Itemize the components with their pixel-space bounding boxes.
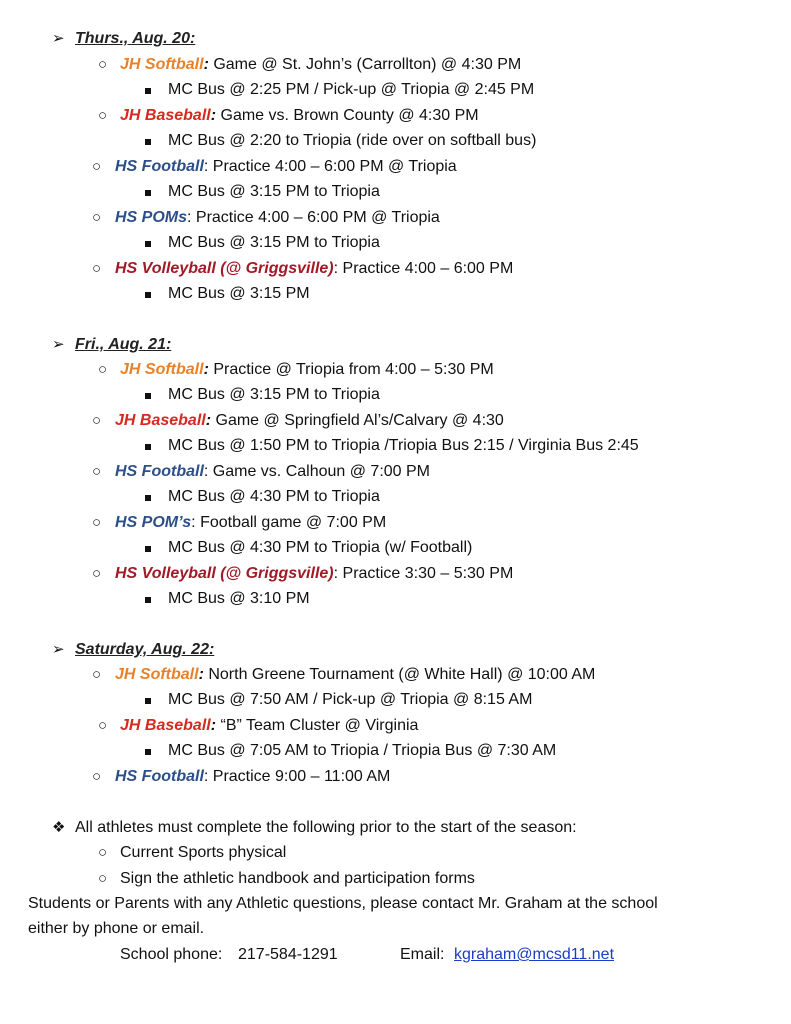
- sport-name: JH Softball: [120, 361, 204, 378]
- square-bullet-icon: [145, 233, 151, 253]
- square-bullet-icon: [145, 80, 151, 100]
- sport-name: HS Football: [115, 463, 204, 480]
- schedule-item: [115, 767, 390, 787]
- schedule-detail: : Football game @ 7:00 PM: [191, 514, 387, 531]
- circle-bullet-icon: ○: [98, 107, 108, 124]
- requirements-intro: All athletes must complete the following prior to the start of the season:: [75, 819, 577, 836]
- phone-number: 217-584-1291: [238, 946, 338, 963]
- arrow-bullet-icon: ➢: [52, 30, 65, 47]
- email-label: Email:: [400, 946, 445, 963]
- bus-info: MC Bus @ 2:20 to Triopia (ride over on softball bus): [168, 132, 537, 149]
- schedule-item: [115, 259, 513, 279]
- bus-info: MC Bus @ 4:30 PM to Triopia: [168, 488, 380, 505]
- sport-name: HS Volleyball (@ Griggsville): [115, 260, 334, 277]
- schedule-item: JH Baseball: Game @ Springfield Al’s/Calvary @ 4:30: [115, 412, 504, 429]
- schedule-detail: North Greene Tournament (@ White Hall) @ 10:00 AM: [203, 666, 596, 683]
- schedule-detail: : Practice 9:00 – 11:00 AM: [203, 768, 391, 785]
- square-bullet-icon: [145, 487, 151, 507]
- sport-name: HS POMs: [115, 209, 188, 226]
- circle-bullet-icon: ○: [98, 717, 108, 734]
- square-bullet-icon: [145, 741, 151, 761]
- sport-name: HS POM’s: [115, 514, 192, 531]
- contact-text: Students or Parents with any Athletic questions, please contact Mr. Graham at the school: [28, 895, 658, 912]
- sport-name: JH Baseball: [120, 717, 211, 734]
- day-heading: Fri., Aug. 21:: [75, 336, 172, 353]
- schedule-item: JH Baseball: Game vs. Brown County @ 4:30 PM: [120, 107, 479, 124]
- arrow-bullet-icon: ➢: [52, 336, 65, 353]
- circle-bullet-icon: ○: [92, 412, 102, 429]
- schedule-detail: : Practice 4:00 – 6:00 PM: [333, 260, 514, 277]
- schedule-detail: “B” Team Cluster @ Virginia: [216, 717, 419, 734]
- bus-info: MC Bus @ 3:15 PM: [168, 285, 310, 302]
- schedule-detail: Game vs. Brown County @ 4:30 PM: [216, 107, 479, 124]
- schedule-item: JH Baseball: “B” Team Cluster @ Virginia: [120, 717, 419, 734]
- schedule-item: [115, 513, 386, 533]
- contact-text: either by phone or email.: [28, 920, 205, 937]
- schedule-detail: Game @ Springfield Al’s/Calvary @ 4:30: [211, 412, 504, 429]
- square-bullet-icon: [145, 589, 151, 609]
- schedule-detail: : Practice 4:00 – 6:00 PM @ Triopia: [187, 209, 440, 226]
- square-bullet-icon: [145, 385, 151, 405]
- schedule-detail: Game @ St. John’s (Carrollton) @ 4:30 PM: [208, 56, 522, 73]
- square-bullet-icon: [145, 538, 151, 558]
- arrow-bullet-icon: ➢: [52, 641, 65, 658]
- email-link[interactable]: kgraham@mcsd11.net: [454, 946, 615, 963]
- circle-bullet-icon: ○: [92, 514, 102, 531]
- schedule-item: JH Softball: North Greene Tournament (@ White Hall) @ 10:00 AM: [115, 666, 596, 683]
- bus-info: MC Bus @ 7:50 AM / Pick-up @ Triopia @ 8:15 AM: [168, 691, 533, 708]
- phone-label: School phone:: [120, 946, 223, 963]
- sport-name: JH Baseball: [120, 107, 211, 124]
- sport-name: HS Volleyball (@ Griggsville): [115, 565, 334, 582]
- requirement-item: Current Sports physical: [120, 844, 287, 861]
- sport-name: JH Baseball: [115, 412, 206, 429]
- square-bullet-icon: [145, 436, 151, 456]
- circle-bullet-icon: ○: [92, 260, 102, 277]
- bus-info: MC Bus @ 2:25 PM / Pick-up @ Triopia @ 2:45 PM: [168, 81, 535, 98]
- circle-bullet-icon: ○: [98, 361, 108, 378]
- bus-info: MC Bus @ 3:10 PM: [168, 590, 310, 607]
- sport-name: HS Football: [115, 158, 204, 175]
- circle-bullet-icon: ○: [92, 158, 102, 175]
- sport-name: JH Softball: [120, 56, 204, 73]
- circle-bullet-icon: ○: [98, 844, 108, 861]
- circle-bullet-icon: ○: [98, 56, 108, 73]
- schedule-detail: : Practice 4:00 – 6:00 PM @ Triopia: [203, 158, 457, 175]
- day-heading: Thurs., Aug. 20:: [75, 30, 196, 47]
- circle-bullet-icon: ○: [92, 463, 102, 480]
- bus-info: MC Bus @ 3:15 PM to Triopia: [168, 183, 380, 200]
- schedule-detail: : Practice 3:30 – 5:30 PM: [333, 565, 514, 582]
- requirement-item: Sign the athletic handbook and participation forms: [120, 870, 475, 887]
- schedule-item: [115, 157, 457, 177]
- schedule-item: JH Softball: Practice @ Triopia from 4:00 – 5:30 PM: [120, 361, 494, 378]
- bus-info: MC Bus @ 7:05 AM to Triopia / Triopia Bus @ 7:30 AM: [168, 742, 557, 759]
- bus-info: MC Bus @ 1:50 PM to Triopia /Triopia Bus 2:15 / Virginia Bus 2:45: [168, 437, 639, 454]
- bus-info: MC Bus @ 3:15 PM to Triopia: [168, 234, 380, 251]
- schedule-detail: Practice @ Triopia from 4:00 – 5:30 PM: [208, 361, 494, 378]
- schedule-item: JH Softball: Game @ St. John’s (Carrollton) @ 4:30 PM: [120, 56, 522, 73]
- schedule-item: [115, 462, 430, 482]
- circle-bullet-icon: ○: [92, 666, 102, 683]
- schedule-item: [115, 208, 440, 228]
- schedule-item: [115, 564, 513, 584]
- circle-bullet-icon: ○: [92, 565, 102, 582]
- sport-name: JH Softball: [115, 666, 199, 683]
- circle-bullet-icon: ○: [98, 870, 108, 887]
- bus-info: MC Bus @ 3:15 PM to Triopia: [168, 386, 380, 403]
- square-bullet-icon: [145, 284, 151, 304]
- schedule-detail: : Game vs. Calhoun @ 7:00 PM: [203, 463, 431, 480]
- circle-bullet-icon: ○: [92, 209, 102, 226]
- square-bullet-icon: [145, 131, 151, 151]
- square-bullet-icon: [145, 690, 151, 710]
- sport-name: HS Football: [115, 768, 204, 785]
- bus-info: MC Bus @ 4:30 PM to Triopia (w/ Football): [168, 539, 473, 556]
- square-bullet-icon: [145, 182, 151, 202]
- diamond-bullet-icon: ❖: [52, 819, 66, 836]
- day-heading: Saturday, Aug. 22:: [75, 641, 215, 658]
- circle-bullet-icon: ○: [92, 768, 102, 785]
